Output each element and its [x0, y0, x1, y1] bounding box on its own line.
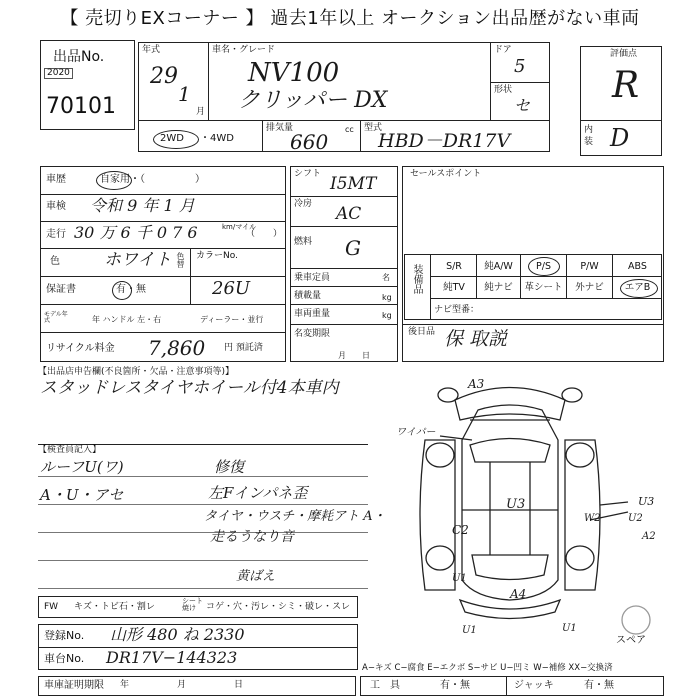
- mileage-hw: 30 万 6 千 0 7 6: [74, 223, 198, 242]
- shift-label: シフト: [294, 169, 322, 179]
- legend-items2: シート焼け: [182, 597, 203, 612]
- year-badge: 2020: [44, 68, 73, 79]
- inspector-left-1: ルーフU(ワ): [40, 458, 124, 476]
- equip-tv: 純TV: [443, 282, 465, 293]
- inspector-right-2: 左Fインパネ歪: [208, 484, 308, 502]
- legend-fw: FW: [44, 602, 59, 612]
- score-hw: R: [612, 65, 640, 106]
- equip-pw: P/W: [580, 261, 599, 272]
- reg-hw: 山形 480 ね 2330: [110, 625, 245, 644]
- legend-codes: A−キズ C−腐食 E−エクボ S−サビ U−凹ミ W−補修 XX−交換済: [362, 663, 613, 673]
- weight-label: 車両重量: [294, 309, 331, 319]
- displacement-hw: 660: [290, 130, 329, 154]
- regchange-label: 名変期限: [294, 329, 331, 339]
- equip-aw: 純A/W: [484, 261, 513, 272]
- notes-hw: スタッドレスタイヤホイール付4本車内: [40, 378, 339, 398]
- recycle-unit: 円 預託済: [224, 343, 263, 353]
- capacity-label: 乗車定員: [294, 273, 331, 283]
- diag-wiper: ワイパー: [396, 427, 436, 438]
- interior-label-1: 内: [584, 125, 594, 135]
- dealer-label: ディーラー・並行: [200, 315, 264, 324]
- diag-c2: C2: [452, 523, 469, 537]
- notes-label: 【出品店申告欄(不良箇所・欠品・注意事項等)】: [38, 367, 235, 377]
- extra-hw: 保 取説: [444, 328, 508, 350]
- chassis-label: 車台No.: [44, 652, 85, 665]
- equip-sr: S/R: [446, 261, 462, 272]
- mileage-paren: （ ）: [246, 229, 283, 239]
- inspection-label: 車検: [46, 201, 66, 212]
- footer-units: 年 月 日: [120, 680, 254, 690]
- model-year-label: モデル年式: [44, 311, 68, 324]
- carname-hw: NV100: [248, 58, 340, 88]
- equip-airbag: エアB: [624, 282, 651, 293]
- jack-opts: 有・無: [584, 680, 614, 691]
- mileage-label: 走行: [46, 229, 66, 240]
- tools-label: 工 具: [370, 680, 400, 691]
- inspector-label: 【検査員記入】: [38, 445, 102, 455]
- recycle-label: リサイクル料金: [46, 343, 115, 354]
- drive-2wd: 2WD: [160, 133, 184, 144]
- interior-label-2: 装: [584, 137, 594, 147]
- grade-hw: クリッパー DX: [238, 88, 388, 113]
- diag-a2: A2: [642, 531, 656, 542]
- displacement-unit: cc: [345, 125, 354, 134]
- interior-hw: D: [610, 124, 630, 152]
- navi-label: ナビ型番：: [434, 305, 480, 315]
- inspection-hw: 令和 9 年 1 月: [90, 196, 195, 215]
- inspector-left-2: A・U・アセ: [40, 486, 124, 504]
- diag-a3: A3: [468, 377, 485, 391]
- handle-label: 年 ハンドル 左・右: [92, 315, 162, 324]
- month-hw: 1: [178, 82, 191, 106]
- history-options: 自家用・（ ）: [100, 174, 205, 185]
- extra-label: 後日品: [408, 327, 436, 337]
- doors-hw: 5: [514, 56, 526, 77]
- mileage-units: km/マイル: [222, 223, 257, 231]
- sales-label: セールスポイント: [410, 169, 482, 179]
- color-hw: ホワイト: [104, 250, 172, 270]
- model-hw: HBD－DR17V: [378, 130, 511, 152]
- history-label: 車歴: [46, 174, 66, 185]
- colorno-label: カラーNo.: [196, 251, 238, 261]
- chassis-hw: DR17V−144323: [106, 648, 238, 667]
- inspector-above: 黄ばえ: [236, 569, 276, 584]
- legend-items: キズ・トビ石・割レ: [74, 602, 155, 612]
- warranty-label: 保証書: [46, 284, 76, 295]
- diag-u3-right: U3: [638, 495, 655, 508]
- diag-u1-br: U1: [562, 623, 577, 634]
- diag-w2: W2: [584, 513, 601, 524]
- warranty-opts: 有・無: [116, 284, 146, 295]
- tools-opts: 有・無: [440, 680, 470, 691]
- shift-hw: I5MT: [330, 174, 377, 194]
- load-label: 積載量: [294, 291, 322, 301]
- diag-a4: A4: [510, 587, 527, 601]
- equip-label: 装備品: [411, 264, 422, 294]
- equip-leather: 革シート: [524, 282, 563, 293]
- drive-4wd: ・4WD: [200, 133, 234, 144]
- shape-label: 形状: [494, 85, 513, 95]
- colorno-hw: 26U: [212, 278, 251, 299]
- equip-abs: ABS: [628, 261, 647, 272]
- legend-items3: コゲ・穴・汚レ・シミ・破レ・スレ: [206, 602, 351, 612]
- equip-navi: 純ナビ: [484, 282, 513, 293]
- fuel-hw: G: [345, 236, 361, 260]
- jack-label: ジャッキ: [514, 680, 554, 691]
- load-unit: kg: [382, 293, 392, 302]
- reg-label: 登録No.: [44, 629, 85, 642]
- page-header: 【 売切りEXコーナー 】 過去1年以上 オークション出品歴がない車両: [60, 8, 640, 29]
- color-side: 色替: [176, 252, 185, 268]
- weight-unit: kg: [382, 311, 392, 320]
- shape-hw: セ: [514, 96, 531, 115]
- diag-u1-left: U1: [452, 573, 467, 584]
- diag-u1-bl: U1: [462, 625, 477, 636]
- doors-label: ドア: [494, 45, 512, 55]
- recycle-value: 7,860: [148, 336, 206, 360]
- diag-spare: スペア: [616, 635, 646, 646]
- year-hw: 29: [150, 64, 178, 89]
- inspector-right-3: タイヤ・ウスチ・摩耗アト A・: [204, 509, 386, 524]
- ac-label: 冷房: [294, 199, 313, 209]
- lot-label: 出品No.: [53, 49, 105, 65]
- diag-u2: U2: [628, 513, 643, 524]
- month-unit: 月: [196, 107, 206, 117]
- model-label: 型式: [364, 123, 383, 133]
- footer-label: 車庫証明期限: [44, 680, 104, 691]
- regchange-unit: 月 日: [338, 351, 370, 360]
- color-label: 色: [50, 256, 60, 267]
- capacity-unit: 名: [382, 273, 390, 282]
- fuel-label: 燃料: [294, 237, 313, 247]
- footer-right-box: [360, 676, 664, 696]
- score-label: 評価点: [610, 49, 638, 59]
- ac-hw: AC: [336, 204, 362, 224]
- carname-label: 車名・グレード: [212, 45, 276, 55]
- lot-number: 70101: [46, 94, 116, 119]
- diag-u3-center: U3: [506, 497, 526, 512]
- inspector-right-1: 修復: [214, 458, 245, 476]
- displacement-label: 排気量: [266, 123, 294, 133]
- equip-ps: P/S: [536, 261, 551, 272]
- equip-extnavi: 外ナビ: [575, 282, 604, 293]
- inspector-right-4: 走るうなり音: [210, 529, 294, 545]
- nenshiki-label: 年式: [142, 45, 161, 55]
